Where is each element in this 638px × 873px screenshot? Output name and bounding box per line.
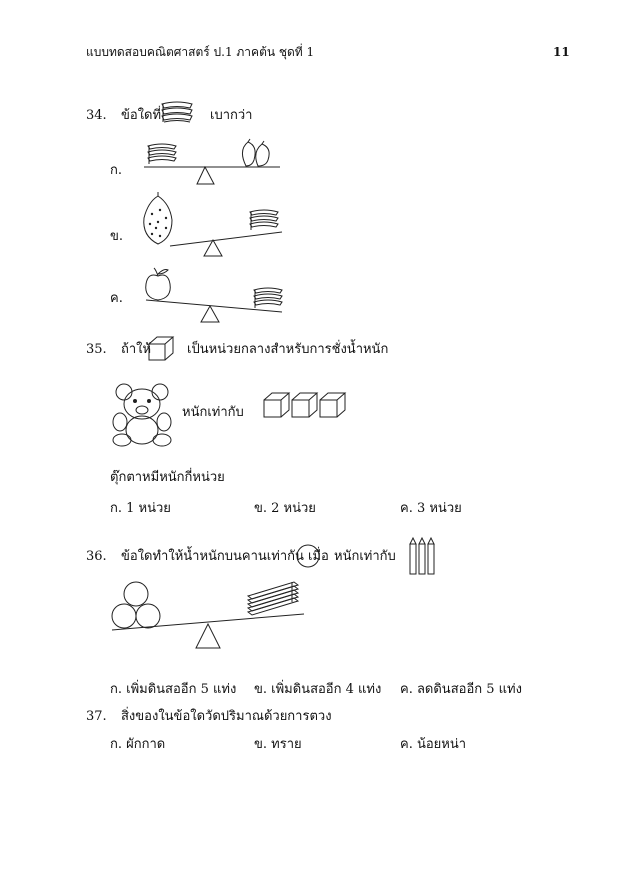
balance-scale-b [140, 192, 290, 262]
q35-option-a[interactable]: ก. 1 หน่วย [110, 501, 171, 516]
q35-stem-before: ถ้าให้ [121, 342, 152, 357]
q36-stem-before: ข้อใดทำให้น้ำหนักบนคานเท่ากัน เมื่อ [121, 549, 329, 564]
q35-weighs-label: หนักเท่ากับ [182, 405, 244, 420]
teddy-bear-icon [110, 382, 176, 448]
q34-choice-b[interactable]: ข. [110, 229, 124, 244]
q34-number: 34. [86, 108, 107, 123]
q35-number: 35. [86, 342, 107, 357]
cube-icon [147, 336, 177, 362]
header-title: แบบทดสอบคณิตศาสตร์ ป.1 ภาคต้น ชุดที่ 1 [86, 45, 315, 59]
three-pencils-icon [408, 538, 438, 578]
q36-option-a[interactable]: ก. เพิ่มดินสออีก 5 แท่ง [110, 682, 237, 697]
q36-stem-after: หนักเท่ากับ [334, 549, 396, 564]
q37-number: 37. [86, 709, 107, 724]
q34-choice-c[interactable]: ค. [110, 291, 123, 306]
page-number: 11 [553, 45, 570, 59]
q37-stem: สิ่งของในข้อใดวัดปริมาณด้วยการตวง [121, 709, 332, 724]
balance-scale-q36 [108, 578, 308, 652]
three-cubes-icon [262, 392, 352, 420]
q36-number: 36. [86, 549, 107, 564]
q36-option-b[interactable]: ข. เพิ่มดินสออีก 4 แท่ง [254, 682, 382, 697]
q35-option-b[interactable]: ข. 2 หน่วย [254, 501, 316, 516]
q36-option-c[interactable]: ค. ลดดินสออีก 5 แท่ง [400, 682, 522, 697]
q35-question: ตุ๊กตาหมีหนักกี่หน่วย [110, 470, 225, 485]
balance-scale-c [140, 264, 290, 328]
banana-bunch-icon [160, 100, 194, 126]
balance-scale-a [140, 136, 290, 188]
q35-option-c[interactable]: ค. 3 หน่วย [400, 501, 462, 516]
q34-stem-before: ข้อใดที่ [121, 108, 162, 123]
q37-option-a[interactable]: ก. ผักกาด [110, 737, 166, 752]
circle-icon [296, 544, 322, 570]
q35-stem-after: เป็นหน่วยกลางสำหรับการชั่งน้ำหนัก [187, 342, 389, 357]
q34-stem-after: เบากว่า [210, 108, 253, 123]
q37-option-b[interactable]: ข. ทราย [254, 737, 302, 752]
q34-choice-a[interactable]: ก. [110, 163, 123, 178]
q37-option-c[interactable]: ค. น้อยหน่า [400, 737, 467, 752]
